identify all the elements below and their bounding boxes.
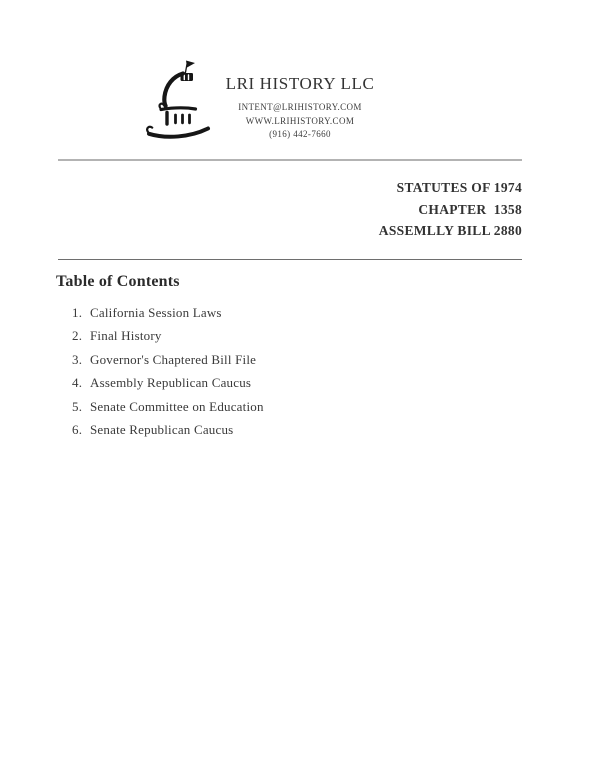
- capitol-dome-logo-icon: [140, 59, 220, 143]
- company-email: INTENT@LRIHISTORY.COM: [238, 102, 362, 112]
- toc-item-label: Senate Committee on Education: [90, 398, 264, 414]
- toc-item: [56, 301, 264, 324]
- toc-item-label: Governor's Chaptered Bill File: [90, 351, 257, 367]
- bill-reference-block: [58, 177, 522, 242]
- divider-bottom: [58, 259, 522, 260]
- toc-item: [56, 395, 264, 418]
- contact-block: [210, 101, 390, 142]
- toc-item: [56, 348, 264, 371]
- toc-item-label: Senate Republican Caucus: [90, 421, 234, 437]
- company-website: WWW.LRIHISTORY.COM: [245, 115, 355, 126]
- toc-item-number: 6.: [72, 421, 83, 437]
- company-phone: (916) 442-7660: [269, 129, 331, 139]
- toc-item-number: 1.: [72, 305, 83, 320]
- logo-base-curl: [147, 127, 152, 132]
- assembly-bill-line: ASSEMLLY BILL 2880: [378, 223, 522, 238]
- toc-item: [56, 324, 264, 347]
- toc-item-number: 4.: [72, 375, 83, 391]
- chapter-line: CHAPTER 1358: [418, 201, 522, 217]
- logo-flag-pole: [185, 64, 187, 74]
- toc-item-label: Final History: [90, 328, 162, 344]
- toc-item-number: 3.: [72, 351, 83, 367]
- toc-item-label: California Session Laws: [90, 305, 222, 320]
- company-name: LRI HISTORY LLC: [225, 74, 375, 93]
- letterhead: [210, 74, 390, 142]
- toc-title: Table of Contents: [56, 273, 180, 290]
- logo-entablature-hook: [160, 104, 164, 108]
- logo-entablature: [161, 108, 196, 110]
- statutes-line: STATUTES OF 1974: [396, 180, 522, 195]
- logo-base: [149, 129, 208, 137]
- toc-item: [56, 371, 264, 394]
- divider-top: [58, 159, 522, 161]
- toc-item-number: 5.: [72, 398, 83, 414]
- toc-item-number: 2.: [72, 328, 83, 344]
- toc-list: [56, 301, 264, 441]
- toc-item: [56, 418, 264, 441]
- logo-dome: [164, 74, 183, 107]
- toc-item-label: Assembly Republican Caucus: [90, 375, 252, 391]
